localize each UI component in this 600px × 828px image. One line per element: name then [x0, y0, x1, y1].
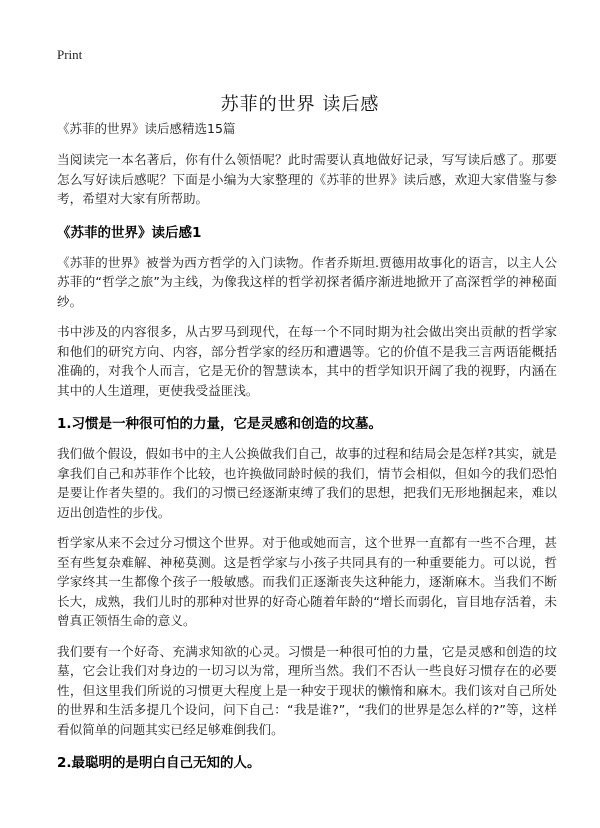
article-body — [57, 120, 557, 783]
point1-paragraph-3: 我们要有一个好奇、充满求知欲的心灵。习惯是一种很可怕的力量，它是灵感和创造的坟墓，它会让我们对身边的一切习以为常，理所当然。我们不否认一些良好习惯存在的必要性，但这里我们所说的习惯更大程度上是一种安于现状的懒惰和麻木。我们该对自己所处的世界和生活多提几个设问，问下自己：“我是谁?”，“我们的世界是怎么样的?”等，这样看似简单的问题其实已经足够难倒我们。 — [57, 643, 557, 737]
page-title: 苏菲的世界 读后感 — [220, 94, 380, 116]
point-heading-2: 2.最聪明的是明白自己无知的人。 — [57, 755, 261, 771]
point-heading-1: 1.习惯是一种很可怕的力量，它是灵感和创造的坟墓。 — [57, 416, 383, 432]
print-label: Print — [57, 47, 83, 62]
point1-paragraph-1: 我们做个假设，假如书中的主人公换做我们自己，故事的过程和结局会是怎样?其实，就是拿我们自己和苏菲作个比较，也许换做同龄时候的我们，情节会相似，但如今的我们恐怕是要让作者失望的。我们的习惯已经逐渐束缚了我们的思想，把我们无形地捆起来，难以迈出创造性的步伐。 — [57, 446, 557, 520]
section1-paragraph-2: 书中涉及的内容很多，从古罗马到现代，在每一个不同时期为社会做出突出贡献的哲学家和他们的研究方向、内容，部分哲学家的经历和遭遇等。它的价值不是我三言两语能概括准确的，对我个人而言，它是无价的智慧读本，其中的哲学知识开阔了我的视野，内涵在其中的人生道理，更使我受益匪浅。 — [57, 324, 557, 398]
point1-paragraph-2: 哲学家从来不会过分习惯这个世界。对于他或她而言，这个世界一直都有一些不合理，甚至有些复杂难解、神秘莫测。这是哲学家与小孩子共同具有的一种重要能力。可以说，哲学家终其一生都像个孩子一般敏感。而我们正逐渐丧失这种能力，逐渐麻木。当我们不断长大，成熟，我们儿时的那种对世界的好奇心随着年龄的“增长而弱化，盲目地存活着，未曾真正领悟生命的意义。 — [57, 535, 557, 628]
section-heading-1: 《苏菲的世界》读后感1 — [57, 224, 202, 241]
article-subtitle: 《苏菲的世界》读后感精选15篇 — [57, 121, 236, 136]
section1-paragraph-1: 《苏菲的世界》被誉为西方哲学的入门读物。作者乔斯坦.贾德用故事化的语言，以主人公苏菲的“哲学之旅”为主线，为像我这样的哲学初探者循序渐进地掀开了高深哲学的神秘面纱。 — [57, 254, 557, 309]
intro-paragraph: 当阅读完一本名著后，你有什么领悟呢？此时需要认真地做好记录，写写读后感了。那要怎么写好读后感呢？下面是小编为大家整理的《苏菲的世界》读后感，欢迎大家借鉴与参考，希望对大家有所帮助。 — [57, 152, 557, 206]
